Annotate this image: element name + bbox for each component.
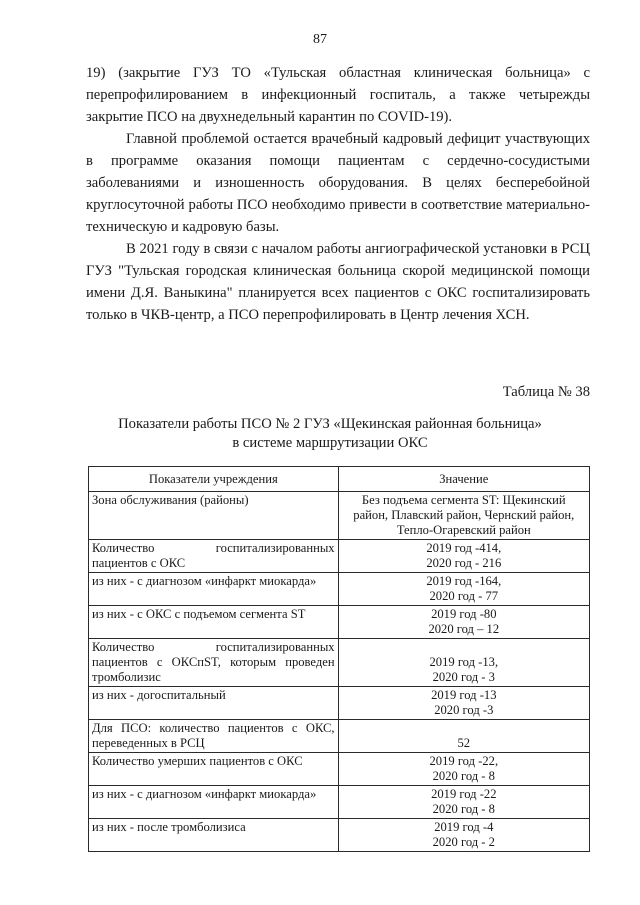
row-label: из них - с диагнозом «инфаркт миокарда» <box>89 786 339 819</box>
value-line: 2019 год -80 <box>431 607 497 621</box>
value-line: 2020 год - 3 <box>432 670 495 684</box>
paragraph: 19) (закрытие ГУЗ ТО «Тульская областная клиническая больница» с перепрофилированием в инфекционный госпиталь, а также четырежды закрытие ПСО на двухнедельный карантин по COVID-19). <box>86 65 590 125</box>
value-line: 2020 год - 77 <box>429 589 499 603</box>
value-line: Тепло-Огаревский район <box>396 523 531 537</box>
indicators-table <box>88 466 590 852</box>
row-value <box>338 687 589 720</box>
row-label: Количество госпитализированных пациентов с ОКС <box>89 540 339 573</box>
value-line: Без подъема сегмента ST: Щекинский <box>361 493 566 507</box>
row-value <box>338 606 589 639</box>
table-row <box>89 687 590 720</box>
value-line: 2020 год - 2 <box>432 835 495 849</box>
value-line: 2019 год -22 <box>431 787 497 801</box>
table-number: Таблица № 38 <box>502 384 590 400</box>
value-line: 2019 год -414, <box>426 541 502 555</box>
table-row <box>89 492 590 540</box>
page-number: 87 <box>313 32 327 47</box>
row-label: Количество умерших пациентов с ОКС <box>89 753 339 786</box>
paragraph: В 2021 году в связи с началом работы ангиографической установки в РСЦ ГУЗ "Тульская городская клиническая больница скорой медицинской помощи имени Д.Я. Ваныкина" планируется всех пациентов с ОКС госпитализировать только в ЧКВ-центр, а ПСО перепрофилировать в Центр лечения ХСН. <box>86 241 590 323</box>
row-label: Зона обслуживания (районы) <box>89 492 339 540</box>
table-row <box>89 720 590 753</box>
row-label: Для ПСО: количество пациентов с ОКС, переведенных в РСЦ <box>89 720 339 753</box>
row-value <box>338 639 589 687</box>
table-row <box>89 573 590 606</box>
value-line: 2020 год - 216 <box>426 556 502 570</box>
value-line: 2020 год -3 <box>434 703 494 717</box>
table-row <box>89 540 590 573</box>
column-header-indicator: Показатели учреждения <box>89 467 339 492</box>
table-title-line: в системе маршрутизации ОКС <box>232 435 428 451</box>
table-title-line: Показатели работы ПСО № 2 ГУЗ «Щекинская районная больница» <box>118 416 542 432</box>
row-value <box>338 573 589 606</box>
row-label: из них - с ОКС с подъемом сегмента ST <box>89 606 339 639</box>
table-header-row <box>89 467 590 492</box>
table-row <box>89 639 590 687</box>
value-line: 2019 год -13 <box>431 688 497 702</box>
table-title <box>80 415 580 453</box>
row-label: Количество госпитализированных пациентов с ОКСпST, которым проведен тромболизис <box>89 639 339 687</box>
row-value <box>338 540 589 573</box>
paragraph: Главной проблемой остается врачебный кадровый дефицит участвующих в программе оказания помощи пациентам с сердечно-сосудистыми заболеваниями и изношенность оборудования. В целях бесперебойной круглосуточной работы ПСО необходимо привести в соответствие материально- техническую и кадровую базы. <box>86 131 590 235</box>
table-row <box>89 606 590 639</box>
row-value <box>338 753 589 786</box>
row-value <box>338 819 589 852</box>
value-line: 2019 год -4 <box>434 820 494 834</box>
row-value <box>338 786 589 819</box>
value-line: 2019 год -22, <box>429 754 499 768</box>
row-label: из них - после тромболизиса <box>89 819 339 852</box>
table-row <box>89 753 590 786</box>
table-row <box>89 786 590 819</box>
value-line: район, Плавский район, Чернский район, <box>353 508 575 522</box>
value-line: 2019 год -13, <box>429 655 499 669</box>
value-line: 52 <box>457 736 471 750</box>
value-line: 2020 год - 8 <box>432 769 495 783</box>
row-label: из них - с диагнозом «инфаркт миокарда» <box>89 573 339 606</box>
value-line: 2020 год - 8 <box>432 802 495 816</box>
body-text <box>86 62 590 326</box>
column-header-value: Значение <box>338 467 589 492</box>
value-line: 2020 год – 12 <box>428 622 500 636</box>
row-label: из них - догоспитальный <box>89 687 339 720</box>
value-line: 2019 год -164, <box>426 574 502 588</box>
table-row <box>89 819 590 852</box>
row-value <box>338 492 589 540</box>
row-value <box>338 720 589 753</box>
